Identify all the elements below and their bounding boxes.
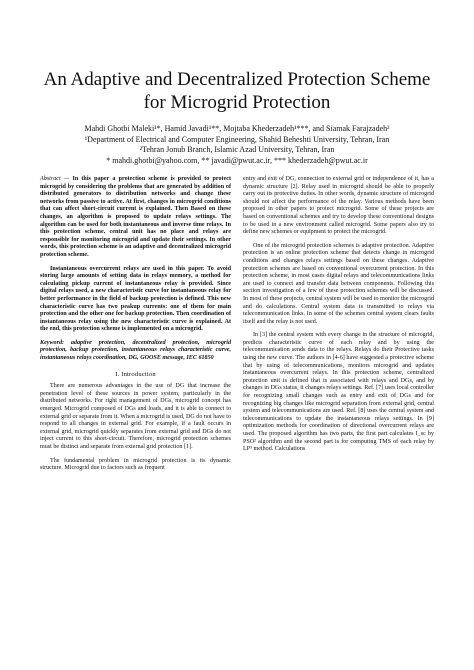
section-heading-introduction: I. Introduction	[115, 370, 156, 378]
abstract-lead: Abstract —	[40, 176, 70, 182]
author-list: Mahdi Ghotbi Maleki¹*, Hamid Javadi¹**, Mojtaba Khederzadeh¹***, and Siamak Farajzadeh²	[84, 124, 390, 133]
right-paragraph-1: entry and exit of DG, connection to external grid or independence of it, has a dynamic structure [2]. Relay used in microgrid should be able to properly carry out its protective duties. In other words, dynamic structure of microgrid should not affect the performance of the relay. Various methods have been proposed in other papers to protect microgrid. Some of these projects are based on conventional schemes and try to develop these conventional designs to be used in a new environment called microgrid. Some papers also try to define new schemes or equipment to protect the microgrid.	[243, 176, 434, 236]
affiliation-2: ²Tehran Jonub Branch, Islamic Azad University, Tehran, Iran	[139, 145, 335, 154]
abstract-paragraph-2: Instantaneous overcurrent relays are used in this paper. To avoid storing large amounts of setting data in relays memory, a method for calculating pickup current of instantaneous relay is provided. Since digital relays used, a new characteristic curve for instantaneous relay for better performance in the field of backup protection is defined. This new characteristic curve has two peakup currents: one of them for main protection and the other one for backup protection. Then coordination of instantaneous relay using the new characteristic curve is explained. At the end, this protection scheme is implemented on a microgrid.	[40, 265, 231, 333]
keywords: Keyword: adaptive protection, decentralized protection, microgrid protection, backup protection, instantaneous relays characteristic curve, instantaneous relays coordination, DG, GOOSE message, IEC 61850	[40, 339, 231, 362]
title-line-2: for Microgrid Protection	[143, 92, 331, 113]
author-emails: * mahdi.ghotbi@yahoo.com, ** javadi@pwut.ac.ir, *** khederzadeh@pwut.ac.ir	[106, 155, 368, 165]
affiliation-1: ¹Department of Electrical and Computer Engineering, Shahid Beheshti University, Tehran, Iran	[84, 134, 390, 144]
abstract-text: In this paper a protection scheme is provided to protect microgrid by considering the problems that are generated by addition of distributed generators to distribution networks and change these networks from passive to active. At first, changes in microgrid conditions that can affect short-circuit current is explained. Then Based on these changes, an algorithm is proposed to update relays settings. The algorithm can be used for both instantaneous and inverse time relays. In this protection scheme, central unit has no place and relays are responsible for monitoring microgrid and update their settings. In other words, this protection scheme is an adaptive and decentralized microgrid protection scheme.	[40, 176, 232, 258]
left-column	[40, 176, 231, 479]
paper-title	[40, 68, 434, 114]
body-columns	[40, 176, 434, 479]
right-paragraph-2: One of the microgrid protection schemes is adaptive protection. Adaptive protection is an online protection scheme that detects change in microgrid conditions and changes relays settings based on these changes. Adaptive protection schemes are based on conventional overcurrent protection. In this protection scheme, in most cases digital relays and telecommunications links are used to connect and transfer data between components. Following this section investigation of a few of these protection schemes will be discussed. In most of these projects, central system will be used to monitor the microgrid and do calculations. Central system data is transmitted to relays via telecommunication links. In some of the schemes central system clears faults itself and the relay is not used.	[243, 242, 434, 325]
right-paragraph-3: In [3] the central system with every change in the structure of microgrid, predicts characteristic curve of each relay and by using the telecommunication sends data to the relays. Relays do their Protective tasks using the new curve. The authors in [4-6] have suggested a protective scheme that by using of telecommunications, monitors microgrid and updates instantaneous overcurrent relays. In this protection scheme, centralized protection unit is defined that is associated with relays and DGs, and by changes in DGs status, it changes relays settings. Ref. [7] uses local controller for recognizing small changes such as entry and exit of DGs and for recognizing big changes like microgrid separation from external grid, central system and telecommunications are used. Ref. [8] uses the central system and telecommunications to update the instantaneous relays settings. In [9] optimization methods for coordination of directional overcurrent relays are used. The proposed algorithm has two parts, the first part calculates I_sc by PSO² algorithm and the second part is for computing TMS of each relay by LP³ method. Calculations	[243, 332, 434, 453]
abstract	[40, 176, 231, 260]
intro-paragraph-1: There are numerous advantages in the use of DG that increase the penetration level of these sources in power system, particularly in the distributed networks. For right management of DGs, microgrid concept has emerged. Microgrid composed of DGs and loads, and it is able to connect to external grid or separate from it. When a microgrid is used, DG do not have to respond to all changes in external grid. For example, if a fault occurs in external grid, microgrid quickly separates from external grid and DGs do not inject current to this short-circuit. Therefore, microgrid protection schemes must be distinct and separate from external grid protection [1].	[40, 383, 231, 450]
title-line-1: An Adaptive and Decentralized Protection Scheme	[43, 69, 431, 90]
right-column	[243, 176, 434, 479]
intro-paragraph-2: The fundamental problem in microgrid protection is its dynamic structure. Microgrid due to factors such as frequent	[40, 457, 231, 472]
